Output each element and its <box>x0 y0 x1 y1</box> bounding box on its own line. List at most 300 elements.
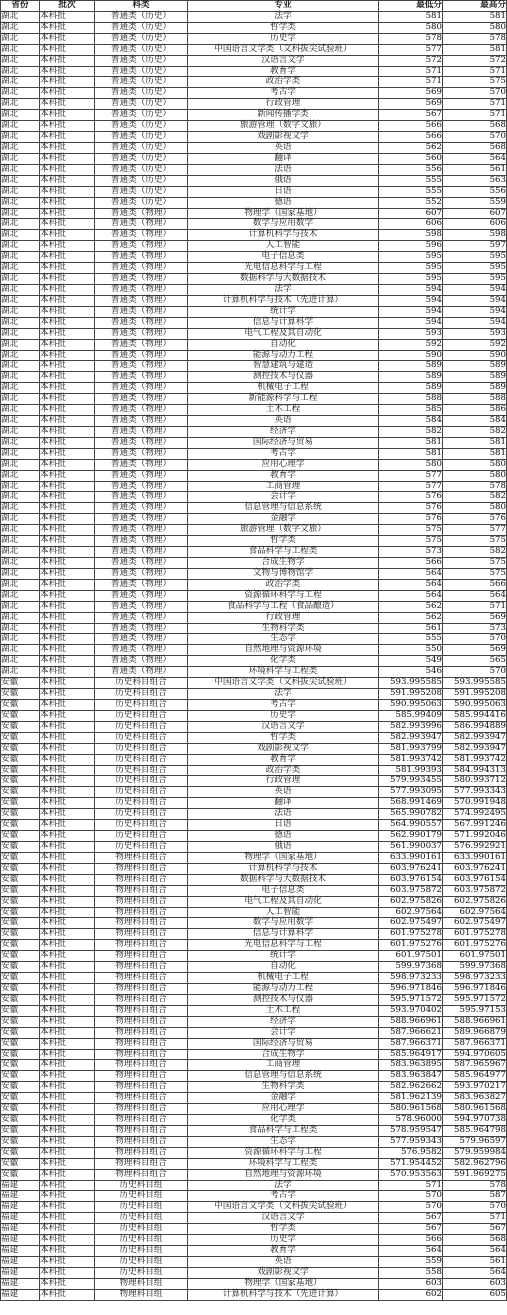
cell-category: 普通类（历史） <box>95 132 188 143</box>
cell-major: 统计学 <box>188 951 379 962</box>
cell-min-score: 594 <box>379 306 443 317</box>
cell-major: 考古学 <box>188 1191 379 1202</box>
table-row <box>1 274 507 285</box>
cell-batch: 本科批 <box>40 798 95 809</box>
cell-province: 湖北 <box>1 579 40 590</box>
cell-max-score: 594 <box>443 295 507 306</box>
cell-major: 信息管理与信息系统 <box>188 503 379 514</box>
cell-max-score: 575 <box>443 77 507 88</box>
cell-province: 安徽 <box>1 1115 40 1126</box>
table-row <box>1 306 507 317</box>
header-province: 省份 <box>1 1 40 12</box>
cell-province: 安徽 <box>1 918 40 929</box>
cell-max-score: 581 <box>443 11 507 22</box>
cell-max-score: 570 <box>443 634 507 645</box>
cell-max-score: 571.992046 <box>443 831 507 842</box>
cell-min-score: 585 <box>379 405 443 416</box>
cell-min-score: 582.993996 <box>379 721 443 732</box>
cell-province: 湖北 <box>1 99 40 110</box>
cell-province: 安徽 <box>1 1147 40 1158</box>
cell-batch: 本科批 <box>40 11 95 22</box>
cell-max-score: 595.971572 <box>443 994 507 1005</box>
cell-province: 安徽 <box>1 1104 40 1115</box>
table-row <box>1 142 507 153</box>
cell-min-score: 577 <box>379 44 443 55</box>
cell-max-score: 589 <box>443 372 507 383</box>
cell-category: 历史科目组 <box>95 1213 188 1224</box>
cell-max-score: 588.966961 <box>443 1016 507 1027</box>
cell-category: 物理科目组合 <box>95 1125 188 1136</box>
table-row <box>1 863 507 874</box>
cell-category: 普通类（历史） <box>95 110 188 121</box>
cell-major: 机械电子工程 <box>188 383 379 394</box>
cell-major: 哲学类 <box>188 536 379 547</box>
cell-major: 新闻传播学类 <box>188 110 379 121</box>
cell-batch: 本科批 <box>40 514 95 525</box>
cell-min-score: 558 <box>379 1267 443 1278</box>
cell-category: 物理科目组合 <box>95 1049 188 1060</box>
cell-batch: 本科批 <box>40 426 95 437</box>
cell-max-score: 563 <box>443 175 507 186</box>
cell-min-score: 566 <box>379 132 443 143</box>
cell-min-score: 581.993742 <box>379 754 443 765</box>
cell-province: 安徽 <box>1 973 40 984</box>
cell-province: 安徽 <box>1 983 40 994</box>
cell-major: 教育学 <box>188 754 379 765</box>
cell-major: 光电信息科学与工程 <box>188 940 379 951</box>
cell-batch: 本科批 <box>40 962 95 973</box>
cell-min-score: 571 <box>379 77 443 88</box>
cell-province: 湖北 <box>1 66 40 77</box>
cell-batch: 本科批 <box>40 623 95 634</box>
cell-province: 湖北 <box>1 514 40 525</box>
table-row <box>1 44 507 55</box>
cell-batch: 本科批 <box>40 339 95 350</box>
cell-max-score: 585.964798 <box>443 1125 507 1136</box>
cell-major: 生态学 <box>188 634 379 645</box>
cell-batch: 本科批 <box>40 1289 95 1300</box>
table-row <box>1 710 507 721</box>
cell-category: 物理科目组合 <box>95 1093 188 1104</box>
cell-max-score: 578 <box>443 33 507 44</box>
cell-batch: 本科批 <box>40 689 95 700</box>
table-row <box>1 33 507 44</box>
cell-min-score: 596 <box>379 241 443 252</box>
cell-batch: 本科批 <box>40 383 95 394</box>
cell-batch: 本科批 <box>40 973 95 984</box>
header-batch: 批次 <box>40 1 95 12</box>
cell-batch: 本科批 <box>40 55 95 66</box>
cell-max-score: 601.97501 <box>443 951 507 962</box>
cell-major: 戏剧影视文学 <box>188 743 379 754</box>
table-row <box>1 1136 507 1147</box>
table-row <box>1 230 507 241</box>
cell-category: 普通类（物理） <box>95 361 188 372</box>
table-row <box>1 743 507 754</box>
cell-min-score: 590 <box>379 350 443 361</box>
cell-min-score: 576 <box>379 514 443 525</box>
cell-batch: 本科批 <box>40 186 95 197</box>
cell-major: 中国语言文学类（文科拔尖试验班） <box>188 678 379 689</box>
cell-batch: 本科批 <box>40 1060 95 1071</box>
cell-max-score: 559 <box>443 197 507 208</box>
cell-min-score: 587.966371 <box>379 1038 443 1049</box>
cell-min-score: 602 <box>379 1289 443 1300</box>
cell-min-score: 564 <box>379 1246 443 1257</box>
cell-major: 法学 <box>188 11 379 22</box>
cell-batch: 本科批 <box>40 1169 95 1180</box>
cell-max-score: 578 <box>443 1180 507 1191</box>
cell-category: 普通类（历史） <box>95 66 188 77</box>
table-row <box>1 601 507 612</box>
cell-category: 历史科目组合 <box>95 820 188 831</box>
cell-min-score: 577 <box>379 481 443 492</box>
cell-max-score: 595 <box>443 252 507 263</box>
cell-max-score: 597 <box>443 241 507 252</box>
cell-major: 英语 <box>188 1257 379 1268</box>
cell-category: 普通类（物理） <box>95 426 188 437</box>
table-row <box>1 121 507 132</box>
cell-min-score: 581 <box>379 11 443 22</box>
cell-max-score: 582.962796 <box>443 1158 507 1169</box>
table-row <box>1 983 507 994</box>
cell-province: 安徽 <box>1 1016 40 1027</box>
cell-category: 普通类（历史） <box>95 77 188 88</box>
cell-province: 湖北 <box>1 372 40 383</box>
cell-max-score: 571 <box>443 99 507 110</box>
cell-max-score: 586 <box>443 405 507 416</box>
cell-max-score: 582 <box>443 426 507 437</box>
cell-major: 政治学类 <box>188 579 379 590</box>
cell-major: 考古学 <box>188 700 379 711</box>
cell-batch: 本科批 <box>40 754 95 765</box>
cell-category: 历史科目组 <box>95 1257 188 1268</box>
table-row <box>1 1202 507 1213</box>
table-row <box>1 831 507 842</box>
cell-max-score: 593 <box>443 328 507 339</box>
table-row <box>1 1104 507 1115</box>
cell-major: 教育学 <box>188 1246 379 1257</box>
cell-min-score: 601.97501 <box>379 951 443 962</box>
cell-major: 电子信息类 <box>188 252 379 263</box>
table-row <box>1 1213 507 1224</box>
cell-min-score: 595 <box>379 252 443 263</box>
table-row <box>1 787 507 798</box>
cell-min-score: 569 <box>379 88 443 99</box>
cell-max-score: 606 <box>443 219 507 230</box>
table-row <box>1 186 507 197</box>
cell-max-score: 593.995585 <box>443 678 507 689</box>
cell-province: 安徽 <box>1 798 40 809</box>
cell-max-score: 579.959984 <box>443 1147 507 1158</box>
cell-batch: 本科批 <box>40 459 95 470</box>
cell-max-score: 587.966371 <box>443 1038 507 1049</box>
cell-batch: 本科批 <box>40 1158 95 1169</box>
header-category: 科类 <box>95 1 188 12</box>
cell-province: 安徽 <box>1 1038 40 1049</box>
cell-batch: 本科批 <box>40 1136 95 1147</box>
cell-category: 普通类（物理） <box>95 503 188 514</box>
table-row <box>1 1169 507 1180</box>
cell-max-score: 576.992921 <box>443 841 507 852</box>
cell-category: 历史科目组合 <box>95 841 188 852</box>
cell-batch: 本科批 <box>40 132 95 143</box>
cell-batch: 本科批 <box>40 175 95 186</box>
table-row <box>1 798 507 809</box>
cell-province: 湖北 <box>1 208 40 219</box>
cell-category: 普通类（物理） <box>95 579 188 590</box>
cell-category: 物理科目组合 <box>95 951 188 962</box>
cell-category: 物理科目组合 <box>95 852 188 863</box>
table-row <box>1 896 507 907</box>
cell-batch: 本科批 <box>40 1082 95 1093</box>
table-row <box>1 525 507 536</box>
cell-category: 历史科目组合 <box>95 732 188 743</box>
cell-province: 湖北 <box>1 22 40 33</box>
cell-major: 数学与应用数学 <box>188 219 379 230</box>
cell-min-score: 561.990037 <box>379 841 443 852</box>
table-row <box>1 1289 507 1300</box>
cell-batch: 本科批 <box>40 437 95 448</box>
cell-major: 测控技术与仪器 <box>188 372 379 383</box>
cell-province: 湖北 <box>1 230 40 241</box>
cell-batch: 本科批 <box>40 405 95 416</box>
cell-category: 普通类（物理） <box>95 590 188 601</box>
cell-max-score: 591.995208 <box>443 689 507 700</box>
table-row <box>1 558 507 569</box>
cell-batch: 本科批 <box>40 656 95 667</box>
cell-max-score: 569 <box>443 612 507 623</box>
cell-min-score: 582 <box>379 426 443 437</box>
cell-batch: 本科批 <box>40 1202 95 1213</box>
cell-category: 普通类（物理） <box>95 394 188 405</box>
cell-category: 历史科目组合 <box>95 798 188 809</box>
cell-batch: 本科批 <box>40 361 95 372</box>
cell-max-score: 607 <box>443 208 507 219</box>
cell-category: 历史科目组 <box>95 1202 188 1213</box>
cell-batch: 本科批 <box>40 295 95 306</box>
cell-min-score: 601.975278 <box>379 929 443 940</box>
cell-batch: 本科批 <box>40 274 95 285</box>
table-row <box>1 568 507 579</box>
cell-min-score: 560 <box>379 153 443 164</box>
cell-batch: 本科批 <box>40 263 95 274</box>
cell-province: 湖北 <box>1 55 40 66</box>
cell-min-score: 603.976154 <box>379 874 443 885</box>
cell-min-score: 577 <box>379 470 443 481</box>
table-row <box>1 623 507 634</box>
cell-province: 湖北 <box>1 459 40 470</box>
cell-major: 哲学类 <box>188 1224 379 1235</box>
cell-max-score: 570 <box>443 88 507 99</box>
cell-category: 普通类（物理） <box>95 306 188 317</box>
cell-category: 历史科目组合 <box>95 678 188 689</box>
table-row <box>1 405 507 416</box>
cell-batch: 本科批 <box>40 153 95 164</box>
cell-category: 普通类（物理） <box>95 317 188 328</box>
cell-major: 能源与动力工程 <box>188 983 379 994</box>
table-row <box>1 820 507 831</box>
cell-max-score: 594 <box>443 284 507 295</box>
cell-min-score: 556 <box>379 164 443 175</box>
cell-batch: 本科批 <box>40 1016 95 1027</box>
cell-category: 普通类（物理） <box>95 481 188 492</box>
table-row <box>1 252 507 263</box>
cell-batch: 本科批 <box>40 241 95 252</box>
cell-min-score: 570 <box>379 1191 443 1202</box>
cell-province: 湖北 <box>1 132 40 143</box>
table-row <box>1 1158 507 1169</box>
cell-province: 湖北 <box>1 568 40 579</box>
cell-major: 合成生物学 <box>188 1049 379 1060</box>
cell-major: 政治学类 <box>188 765 379 776</box>
cell-category: 历史科目组 <box>95 1191 188 1202</box>
cell-province: 安徽 <box>1 820 40 831</box>
cell-min-score: 603 <box>379 1278 443 1289</box>
cell-batch: 本科批 <box>40 896 95 907</box>
table-row <box>1 416 507 427</box>
cell-province: 安徽 <box>1 929 40 940</box>
cell-category: 普通类（物理） <box>95 470 188 481</box>
cell-batch: 本科批 <box>40 1115 95 1126</box>
cell-min-score: 564 <box>379 568 443 579</box>
table-row <box>1 951 507 962</box>
cell-max-score: 605 <box>443 1289 507 1300</box>
cell-min-score: 607 <box>379 208 443 219</box>
cell-max-score: 568 <box>443 121 507 132</box>
cell-major: 文物与博物馆学 <box>188 568 379 579</box>
cell-province: 湖北 <box>1 252 40 263</box>
cell-major: 翻译 <box>188 153 379 164</box>
cell-max-score: 602.975826 <box>443 896 507 907</box>
cell-major: 土木工程 <box>188 405 379 416</box>
cell-province: 湖北 <box>1 121 40 132</box>
cell-major: 电气工程及其自动化 <box>188 328 379 339</box>
cell-major: 能源与动力工程 <box>188 350 379 361</box>
cell-category: 普通类（物理） <box>95 295 188 306</box>
cell-max-score: 580 <box>443 22 507 33</box>
cell-batch: 本科批 <box>40 1071 95 1082</box>
cell-category: 普通类（物理） <box>95 645 188 656</box>
cell-batch: 本科批 <box>40 634 95 645</box>
cell-batch: 本科批 <box>40 22 95 33</box>
cell-max-score: 596.971846 <box>443 983 507 994</box>
cell-category: 物理科目组 <box>95 1289 188 1300</box>
table-row <box>1 1278 507 1289</box>
cell-province: 湖北 <box>1 383 40 394</box>
table-row <box>1 197 507 208</box>
cell-category: 物理科目组合 <box>95 874 188 885</box>
cell-min-score: 573 <box>379 547 443 558</box>
cell-max-score: 598.973233 <box>443 973 507 984</box>
cell-min-score: 633.990161 <box>379 852 443 863</box>
cell-province: 湖北 <box>1 263 40 274</box>
cell-min-score: 576 <box>379 492 443 503</box>
cell-batch: 本科批 <box>40 820 95 831</box>
cell-category: 物理科目组合 <box>95 1005 188 1016</box>
cell-province: 湖北 <box>1 601 40 612</box>
cell-max-score: 564 <box>443 1246 507 1257</box>
table-row <box>1 459 507 470</box>
cell-batch: 本科批 <box>40 940 95 951</box>
cell-category: 历史科目组合 <box>95 721 188 732</box>
cell-category: 历史科目组 <box>95 1180 188 1191</box>
cell-major: 数学与应用数学 <box>188 918 379 929</box>
cell-min-score: 566 <box>379 1235 443 1246</box>
cell-category: 物理科目组合 <box>95 983 188 994</box>
cell-batch: 本科批 <box>40 525 95 536</box>
cell-province: 湖北 <box>1 11 40 22</box>
cell-batch: 本科批 <box>40 1147 95 1158</box>
cell-max-score: 587.965967 <box>443 1060 507 1071</box>
cell-min-score: 569 <box>379 99 443 110</box>
table-row <box>1 1115 507 1126</box>
table-row <box>1 481 507 492</box>
table-row <box>1 1082 507 1093</box>
cell-category: 物理科目组合 <box>95 1016 188 1027</box>
table-row <box>1 612 507 623</box>
cell-category: 普通类（物理） <box>95 623 188 634</box>
cell-province: 安徽 <box>1 1136 40 1147</box>
cell-category: 物理科目组合 <box>95 1169 188 1180</box>
cell-category: 普通类（物理） <box>95 339 188 350</box>
cell-batch: 本科批 <box>40 951 95 962</box>
cell-province: 安徽 <box>1 874 40 885</box>
cell-batch: 本科批 <box>40 317 95 328</box>
cell-major: 经济学 <box>188 426 379 437</box>
cell-batch: 本科批 <box>40 547 95 558</box>
cell-category: 物理科目组合 <box>95 896 188 907</box>
table-row <box>1 590 507 601</box>
cell-category: 物理科目组合 <box>95 962 188 973</box>
cell-category: 普通类（物理） <box>95 284 188 295</box>
table-row <box>1 241 507 252</box>
cell-max-score: 573 <box>443 623 507 634</box>
cell-max-score: 633.990161 <box>443 852 507 863</box>
cell-batch: 本科批 <box>40 208 95 219</box>
cell-category: 普通类（历史） <box>95 44 188 55</box>
cell-max-score: 577 <box>443 525 507 536</box>
cell-category: 普通类（物理） <box>95 437 188 448</box>
cell-max-score: 572 <box>443 55 507 66</box>
cell-min-score: 580.961568 <box>379 1104 443 1115</box>
cell-province: 湖北 <box>1 394 40 405</box>
cell-batch: 本科批 <box>40 66 95 77</box>
cell-province: 湖北 <box>1 295 40 306</box>
cell-province: 湖北 <box>1 525 40 536</box>
cell-province: 湖北 <box>1 274 40 285</box>
table-row <box>1 394 507 405</box>
cell-batch: 本科批 <box>40 787 95 798</box>
cell-category: 普通类（物理） <box>95 656 188 667</box>
cell-category: 普通类（物理） <box>95 383 188 394</box>
cell-category: 历史科目组 <box>95 1224 188 1235</box>
table-row <box>1 175 507 186</box>
table-row <box>1 809 507 820</box>
cell-category: 物理科目组合 <box>95 863 188 874</box>
cell-batch: 本科批 <box>40 732 95 743</box>
cell-province: 安徽 <box>1 962 40 973</box>
cell-min-score: 598 <box>379 230 443 241</box>
cell-province: 湖北 <box>1 547 40 558</box>
cell-max-score: 581 <box>443 44 507 55</box>
cell-category: 物理科目组合 <box>95 1082 188 1093</box>
cell-major: 俄语 <box>188 175 379 186</box>
cell-province: 湖北 <box>1 448 40 459</box>
cell-min-score: 585.964917 <box>379 1049 443 1060</box>
cell-max-score: 564 <box>443 1267 507 1278</box>
table-row <box>1 1049 507 1060</box>
